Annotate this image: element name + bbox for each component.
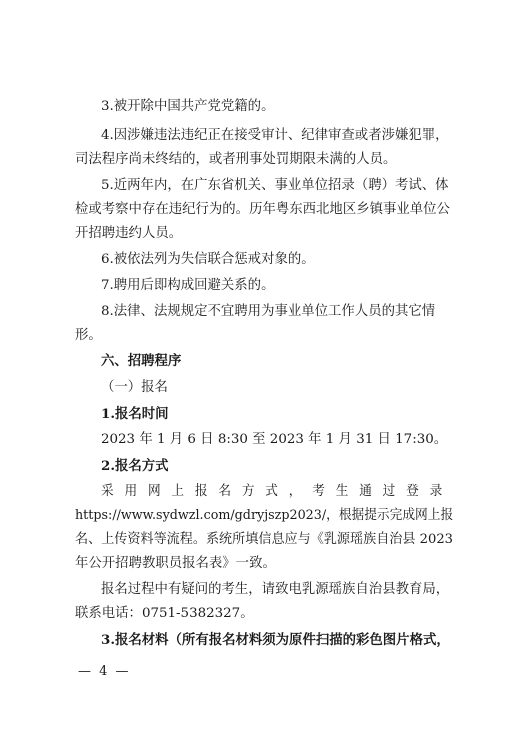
page-number: — 4 —	[78, 664, 131, 679]
item-heading: 3.报名材料（所有报名材料须为原件扫描的彩色图片格式，	[101, 632, 450, 648]
paragraph-line: 年公开招聘教职员报名表》一致。	[75, 556, 276, 571]
paragraph-line: 司法程序尚未终结的，或者刑事处罚期限未满的人员。	[75, 152, 397, 167]
item-heading: 2.报名方式	[101, 458, 169, 474]
section-heading: 六、招聘程序	[101, 354, 182, 369]
paragraph-line: 4.因涉嫌违法违纪正在接受审计、纪律审查或者涉嫌犯罪，	[101, 128, 449, 143]
url-line: https://www.sydwzl.com/gdryjszp2023/，根据提示完成网上报	[75, 508, 454, 523]
paragraph-line: 开招聘违约人员。	[75, 226, 183, 241]
paragraph-line: 3.被开除中国共产党党籍的。	[101, 99, 275, 114]
subsection-heading: （一）报名	[101, 380, 168, 395]
paragraph-line: 6.被依法列为失信联合惩戒对象的。	[101, 252, 315, 267]
item-heading: 1.报名时间	[101, 406, 169, 422]
paragraph-line: 报名过程中有疑问的考生，请致电乳源瑶族自治县教育局，	[101, 582, 450, 597]
paragraph-line: 名、上传资料等流程。系统所填信息应与《乳源瑶族自治县 2023	[75, 532, 453, 547]
paragraph-line: 检或考察中存在违纪行为的。历年粤东西北地区乡镇事业单位公	[75, 202, 450, 217]
paragraph-line: 联系电话：0751-5382327。	[75, 606, 254, 621]
paragraph-line: 形。	[75, 328, 102, 343]
paragraph-line: 采用网上报名方式，考生通过登录	[101, 484, 454, 499]
paragraph-line: 2023 年 1 月 6 日 8:30 至 2023 年 1 月 31 日 17:30。	[101, 432, 448, 447]
paragraph-line: 7.聘用后即构成回避关系的。	[101, 278, 275, 293]
paragraph-line: 5.近两年内，在广东省机关、事业单位招录（聘）考试、体	[101, 178, 449, 193]
paragraph-line: 8.法律、法规规定不宜聘用为事业单位工作人员的其它情	[101, 304, 436, 319]
